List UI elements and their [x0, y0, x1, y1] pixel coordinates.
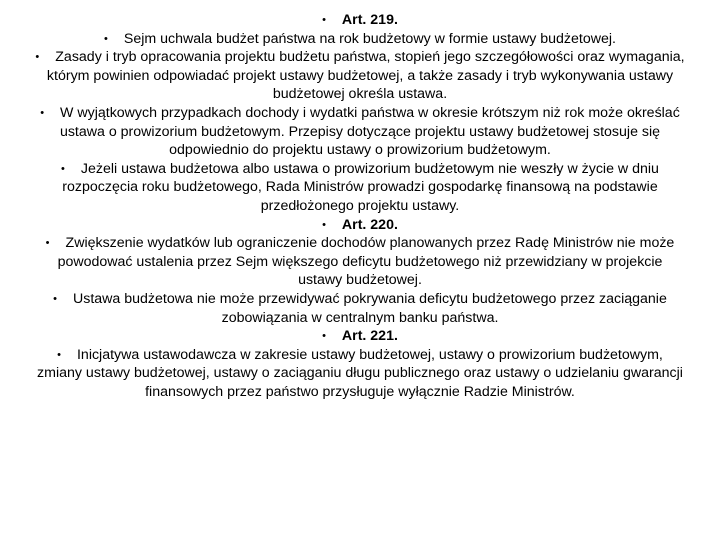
item-text: Zasady i tryb opracowania projektu budżetu państwa, stopień jego szczegółowości oraz wymagania, którym powinien odpowiadać projekt ustawy budżetowej, a także zasady i tryb wykonywania ustawy budżetowej określa ustawa. [46, 49, 685, 103]
bullet-icon: • [61, 162, 65, 175]
list-item [34, 30, 686, 49]
article-heading-221 [34, 327, 686, 346]
bullet-icon: • [35, 51, 40, 64]
list-item [34, 104, 686, 160]
article-heading-219 [34, 11, 686, 30]
item-text: Inicjatywa ustawodawcza w zakresie ustawy budżetowej, ustawy o prowizorium budżetowym, zmiany ustawy budżetowej, ustawy o zaciąganiu długu publicznego oraz ustawy o udzielaniu gwarancji finansowych przez państwo przysługuje wyłącznie Radzie Ministrów. [37, 346, 683, 400]
item-text: Sejm uchwala budżet państwa na rok budżetowy w formie ustawy budżetowej. [123, 30, 616, 47]
item-text: Zwiększenie wydatków lub ograniczenie dochodów planowanych przez Radę Ministrów nie może powodować ustalenia przez Sejm większego deficytu budżetowego niż przewidziany w projekcie ustawy budżetowej. [57, 235, 675, 289]
bullet-icon: • [45, 237, 50, 250]
list-item [34, 160, 686, 216]
heading-text: Art. 221. [341, 328, 398, 345]
bullet-icon: • [57, 348, 61, 361]
heading-text: Art. 220. [341, 216, 398, 233]
bullet-icon: • [53, 292, 57, 305]
list-item [34, 234, 686, 290]
bullet-icon: • [322, 330, 326, 343]
bullet-icon: • [322, 218, 326, 231]
item-text: Jeżeli ustawa budżetowa albo ustawa o prowizorium budżetowym nie weszły w życie w dniu rozpoczęcia roku budżetowego, Rada Ministrów prowadzi gospodarkę finansową na podstawie przedłożonego projektu ustawy. [62, 160, 659, 214]
bullet-icon: • [322, 14, 326, 26]
list-item [34, 48, 686, 104]
item-text: W wyjątkowych przypadkach dochody i wydatki państwa w okresie krótszym niż rok może określać ustawa o prowizorium budżetowym. Przepisy dotyczące projektu ustawy budżetowej stosuje się odpowiednio do projektu ustawy o prowizorium budżetowym. [59, 104, 680, 159]
bullet-icon: • [40, 106, 45, 119]
article-heading-220 [34, 216, 686, 235]
list-item [34, 290, 686, 327]
heading-text: Art. 219. [341, 12, 398, 28]
item-text: Ustawa budżetowa nie może przewidywać pokrywania deficytu budżetowego przez zaciąganie zobowiązania w centralnym banku państwa. [73, 290, 667, 326]
list-item [34, 346, 686, 402]
bullet-icon: • [104, 32, 108, 45]
bullet-list [34, 11, 686, 401]
